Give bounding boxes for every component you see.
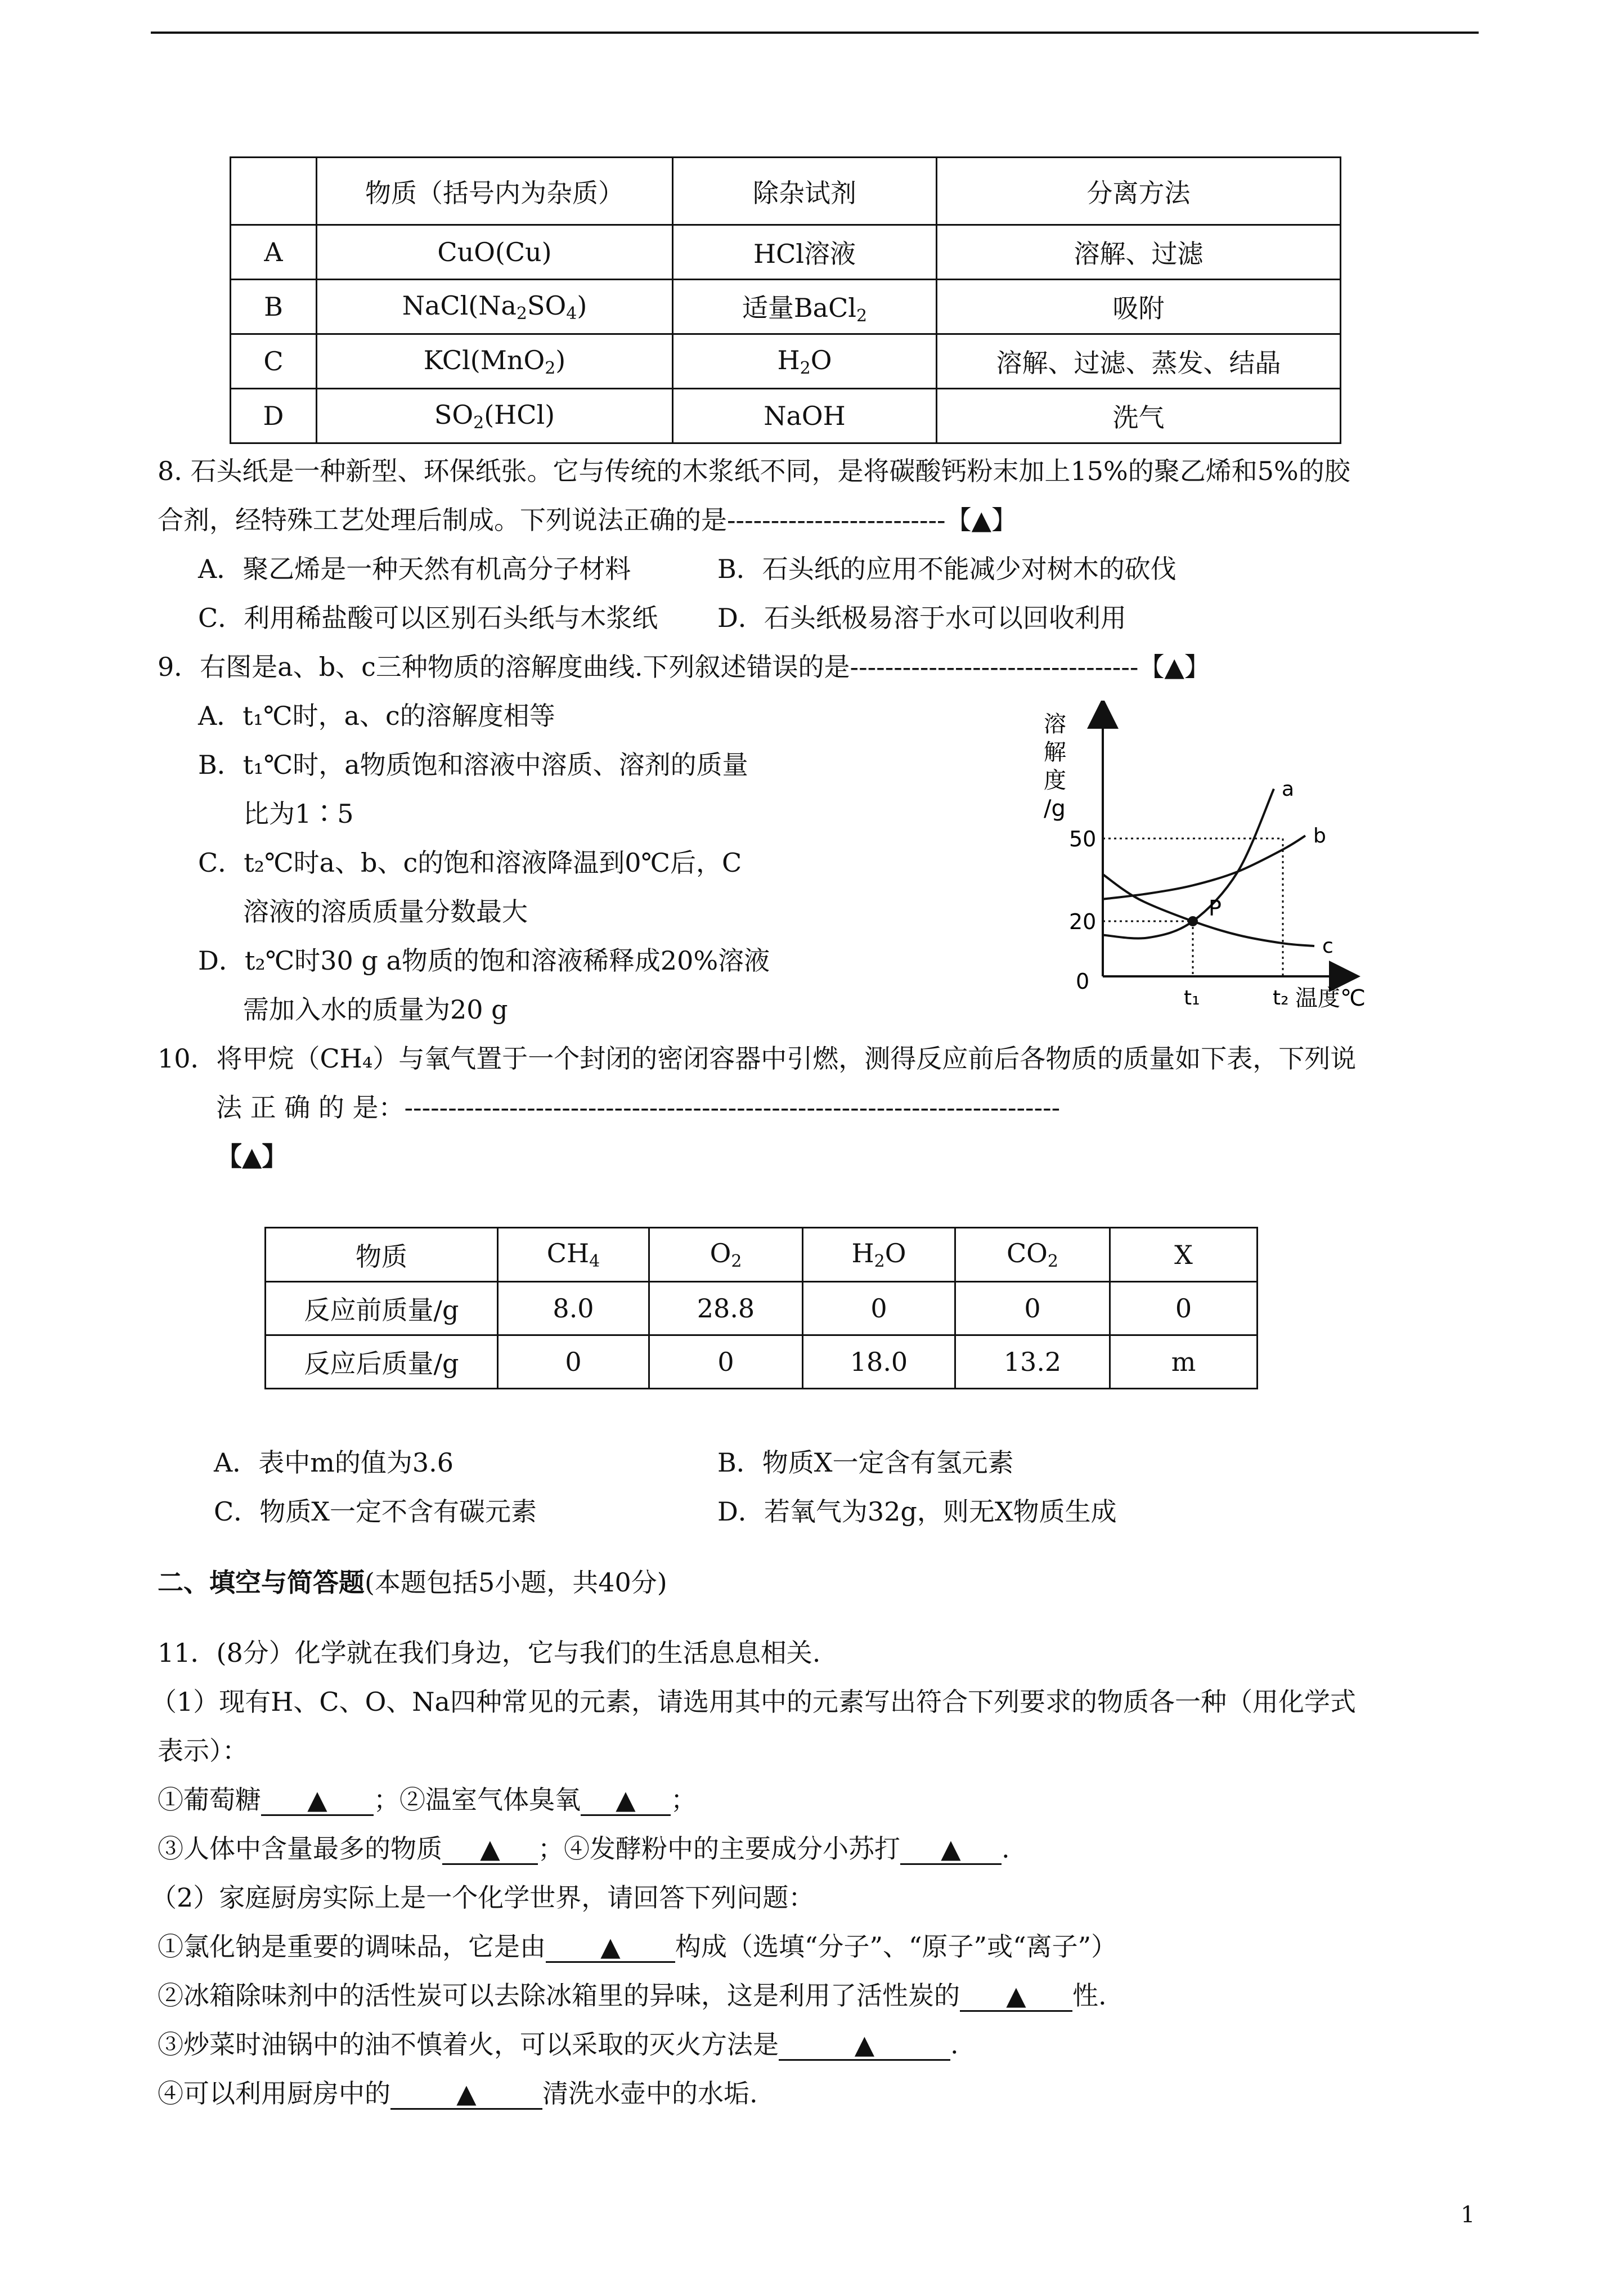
q11-ozone-label: ；②温室气体臭氧 <box>374 1784 581 1815</box>
q8-option-b: B．石头纸的应用不能减少对树木的砍伐 <box>717 554 1177 584</box>
section-2-title: 二、填空与简答题 <box>158 1567 365 1598</box>
curve-label-b: b <box>1313 824 1326 848</box>
table1-cell: 洗气 <box>937 389 1341 443</box>
x-tick-t2: t₂ <box>1273 986 1289 1010</box>
answer-blank-particle[interactable]: ▲ <box>546 1932 675 1963</box>
q10-option-b: B．物质X一定含有氢元素 <box>717 1447 1014 1478</box>
table-row <box>231 389 1341 443</box>
q11-part1-line2: 表示）： <box>158 1736 248 1766</box>
table1-cell: CuO(Cu) <box>317 225 673 280</box>
q11-line-fire <box>158 2029 959 2061</box>
q8-stem-line2: 合剂，经特殊工艺处理后制成。下列说法正确的是-------------------------【▲】 <box>158 505 1017 535</box>
table-row <box>266 1335 1258 1389</box>
q9-option-b-cont: 比为1∶5 <box>243 799 354 829</box>
table2-cell: 0 <box>649 1335 803 1389</box>
q9-option-c: C．t₂℃时a、b、c的饱和溶液降温到0℃后，C <box>198 847 742 878</box>
section-2-heading <box>158 1567 667 1598</box>
period: . <box>1002 1833 1010 1864</box>
q11-line-carbon <box>158 1980 1107 2012</box>
table1-header-reagent: 除杂试剂 <box>673 158 937 225</box>
table2-cell: 反应后质量/g <box>266 1335 498 1389</box>
table1-cell: 吸附 <box>937 280 1341 334</box>
y-tick-20: 20 <box>1069 909 1097 934</box>
q9-option-d: D．t₂℃时30 g a物质的饱和溶液稀释成20%溶液 <box>198 945 770 976</box>
q9-stem: 9．右图是a、b、c三种物质的溶解度曲线.下列叙述错误的是---------------------------------【▲】 <box>158 652 1210 682</box>
q10-stem-line2: 法 正 确 的 是：--------------------------------------------------------------------------- <box>216 1092 1061 1123</box>
q11-most-abundant-label: ③人体中含量最多的物质 <box>158 1833 442 1864</box>
table1-header-0 <box>231 158 317 225</box>
q9-option-d-cont: 需加入水的质量为20 g <box>243 994 508 1025</box>
table1-cell: $SO_2(HCl)$ <box>317 389 673 443</box>
table-row <box>231 334 1341 389</box>
curve-b <box>1103 836 1305 899</box>
y-axis-label-2: 解 <box>1044 739 1066 765</box>
x-axis-label: 温度℃ <box>1295 985 1366 1011</box>
q11-carbon-label: ②冰箱除味剂中的活性炭可以去除冰箱里的异味，这是利用了活性炭的 <box>158 1980 960 2011</box>
x-tick-t1: t₁ <box>1184 986 1200 1010</box>
curve-label-c: c <box>1322 935 1333 958</box>
semicolon: ； <box>671 1784 697 1815</box>
point-p <box>1188 916 1198 926</box>
table-row <box>266 1282 1258 1335</box>
table2-header: $O_2$ <box>649 1228 803 1282</box>
q11-line-glucose <box>158 1784 697 1816</box>
table2-header: X <box>1110 1228 1258 1282</box>
curve-a <box>1103 789 1274 939</box>
table1-cell: A <box>231 225 317 280</box>
period: . <box>950 2029 959 2060</box>
table-row <box>231 280 1341 334</box>
q10-answer-mark: 【▲】 <box>216 1141 288 1172</box>
table1-header-substance: 物质（括号内为杂质） <box>317 158 673 225</box>
table2-cell: 18.0 <box>803 1335 955 1389</box>
q11-line-scale <box>158 2078 758 2110</box>
q9-option-a: A．t₁℃时，a、c的溶解度相等 <box>198 701 555 731</box>
q11-nacl-label: ①氯化钠是重要的调味品，它是由 <box>158 1931 546 1962</box>
table2-cell: 0 <box>955 1282 1110 1335</box>
x-tick-origin: 0 <box>1076 969 1090 994</box>
q8-option-c: C．利用稀盐酸可以区别石头纸与木浆纸 <box>198 603 658 633</box>
answer-blank-property[interactable]: ▲ <box>960 1981 1072 2012</box>
table1-cell: KCl(MnO$_2$) <box>317 334 673 389</box>
point-p-label: P <box>1209 896 1222 921</box>
table2-cell: m <box>1110 1335 1258 1389</box>
q10-option-c: C．物质X一定不含有碳元素 <box>214 1496 537 1527</box>
section-2-note: (本题包括5小题，共40分) <box>365 1567 667 1598</box>
table1-cell: NaOH <box>673 389 937 443</box>
q11-nacl-tail: 构成（选填“分子”、“原子”或“离子”） <box>675 1931 1117 1962</box>
table2-header: $CO_2$ <box>955 1228 1110 1282</box>
table1-cell: C <box>231 334 317 389</box>
answer-blank-water[interactable]: ▲ <box>442 1835 538 1865</box>
q11-stem: 11．(8分）化学就在我们身边，它与我们的生活息息相关. <box>158 1638 821 1668</box>
q11-line-water <box>158 1833 1010 1865</box>
table1-cell: D <box>231 389 317 443</box>
q8-option-d: D．石头纸极易溶于水可以回收利用 <box>717 603 1126 633</box>
q11-scale-label: ④可以利用厨房中的 <box>158 2078 390 2109</box>
q11-scale-tail: 清洗水壶中的水垢. <box>542 2078 758 2109</box>
answer-blank-extinguish[interactable]: ▲ <box>779 2030 950 2061</box>
table2-cell: 0 <box>1110 1282 1258 1335</box>
q11-part2: （2）家庭厨房实际上是一个化学世界，请回答下列问题： <box>151 1882 815 1913</box>
q11-baking-soda-label: ；④发酵粉中的主要成分小苏打 <box>538 1833 900 1864</box>
y-tick-50: 50 <box>1069 827 1097 851</box>
table1-cell: 溶解、过滤 <box>937 225 1341 280</box>
table1-cell: HCl溶液 <box>673 225 937 280</box>
q11-fire-label: ③炒菜时油锅中的油不慎着火，可以采取的灭火方法是 <box>158 2029 779 2060</box>
y-axis-label-1: 溶 <box>1044 711 1066 737</box>
table2-cell: 8.0 <box>498 1282 649 1335</box>
table1-header-method: 分离方法 <box>937 158 1341 225</box>
table2-cell: 0 <box>498 1335 649 1389</box>
q10-option-a: A．表中m的值为3.6 <box>214 1447 453 1478</box>
y-axis-label-4: /g <box>1044 796 1066 822</box>
table1-cell: 适量BaCl$_2$ <box>673 280 937 334</box>
table1-cell: $H_2O$ <box>673 334 937 389</box>
header-rule <box>151 32 1479 34</box>
table2-cell: 13.2 <box>955 1335 1110 1389</box>
table2-cell: 0 <box>803 1282 955 1335</box>
answer-blank-glucose[interactable]: ▲ <box>261 1786 374 1816</box>
table2-header: 物质 <box>266 1228 498 1282</box>
q11-part1-line1: （1）现有H、C、O、Na四种常见的元素，请选用其中的元素写出符合下列要求的物质各一种（用化学式 <box>151 1687 1356 1717</box>
q8-option-a: A．聚乙烯是一种天然有机高分子材料 <box>198 554 631 584</box>
answer-blank-ozone[interactable]: ▲ <box>581 1786 671 1816</box>
q10-option-d: D．若氧气为32g，则无X物质生成 <box>717 1496 1117 1527</box>
mass-table <box>264 1227 1258 1389</box>
q8-stem-line1: 8. 石头纸是一种新型、环保纸张。它与传统的木浆纸不同，是将碳酸钙粉末加上15%的聚乙烯和5%的胶 <box>158 456 1350 486</box>
table2-header: $CH_4$ <box>498 1228 649 1282</box>
table2-cell: 反应前质量/g <box>266 1282 498 1335</box>
curve-label-a: a <box>1282 777 1295 801</box>
y-axis-label-3: 度 <box>1044 768 1066 793</box>
q10-stem-line1: 10．将甲烷（CH₄）与氧气置于一个封闭的密闭容器中引燃，测得反应前后各物质的质量如下表，下列说 <box>158 1043 1357 1074</box>
table2-header: $H_2O$ <box>803 1228 955 1282</box>
q11-glucose-label: ①葡萄糖 <box>158 1784 261 1815</box>
answer-blank-baking-soda[interactable]: ▲ <box>900 1835 1002 1865</box>
answer-blank-descale[interactable]: ▲ <box>390 2079 542 2110</box>
table1-cell: B <box>231 280 317 334</box>
q11-line-nacl <box>158 1931 1117 1963</box>
table2-cell: 28.8 <box>649 1282 803 1335</box>
q11-carbon-tail: 性. <box>1072 1980 1107 2011</box>
q9-option-b: B．t₁℃时，a物质饱和溶液中溶质、溶剂的质量 <box>198 750 748 780</box>
table1-cell: $NaCl(Na_2SO_4)$ <box>317 280 673 334</box>
page-number: 1 <box>1461 2202 1475 2228</box>
table-row <box>231 225 1341 280</box>
table1-cell: 溶解、过滤、蒸发、结晶 <box>937 334 1341 389</box>
q9-option-c-cont: 溶液的溶质质量分数最大 <box>243 896 528 927</box>
solubility-chart <box>1013 701 1407 1016</box>
purification-table <box>230 156 1341 444</box>
